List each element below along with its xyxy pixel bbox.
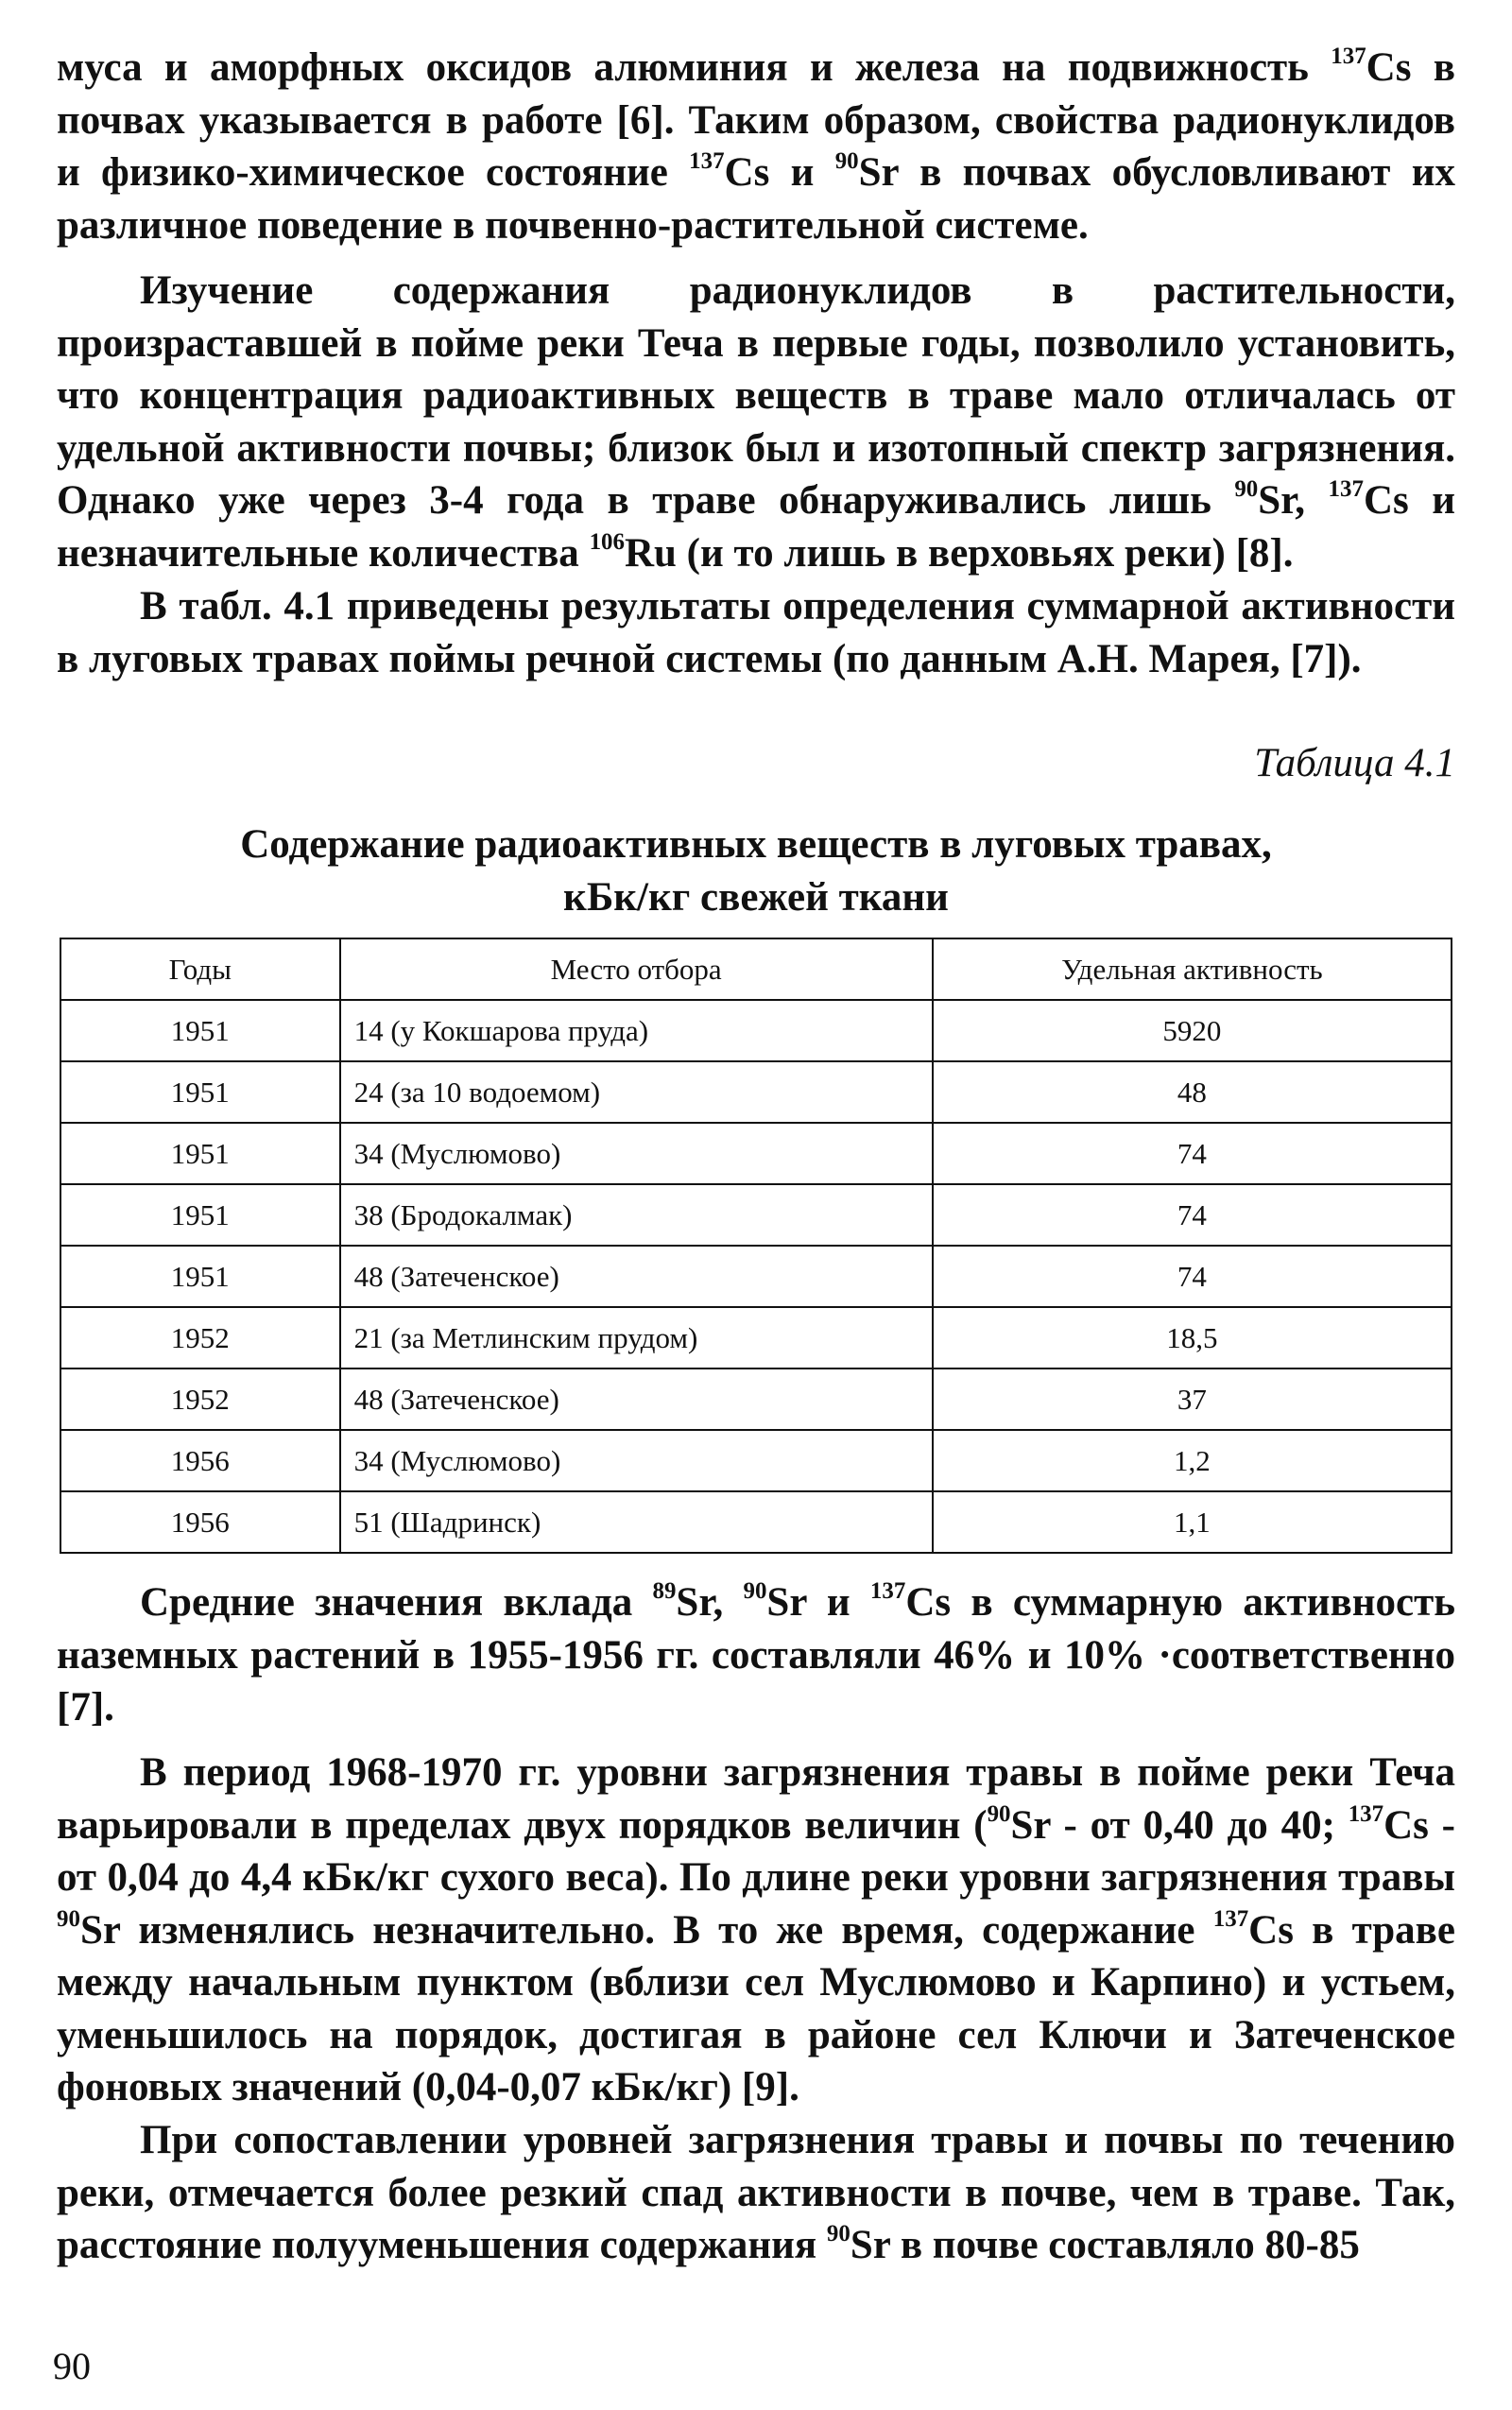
- cell-place: 21 (за Метлинским прудом): [340, 1307, 933, 1369]
- text-run: Sr изменялись незначительно. В то же время, содержание: [79, 1907, 1213, 1953]
- text-run: муса и аморфных оксидов алюминия и железа на подвижность: [57, 45, 1332, 90]
- isotope-superscript: 90: [1234, 476, 1259, 503]
- cell-place: 24 (за 10 водоемом): [340, 1061, 933, 1123]
- header-activity: Удельная активность: [933, 938, 1452, 1000]
- header-place: Место отбора: [340, 938, 933, 1000]
- cell-place: 14 (у Кокшарова пруда): [340, 1000, 933, 1061]
- table-row: [60, 1491, 1452, 1553]
- isotope-superscript: 90: [57, 1905, 80, 1932]
- paragraph-3: [57, 580, 1455, 685]
- cell-activity: 5920: [933, 1000, 1452, 1061]
- text-run: Sr и: [766, 1580, 870, 1625]
- cell-place: 48 (Затеченское): [340, 1246, 933, 1307]
- text-run: Sr в почвах обусловливают их различное поведение в почвенно-растительной системе.: [57, 150, 1455, 248]
- cell-activity: 48: [933, 1061, 1452, 1123]
- text-run: Ru (и то лишь в верховьях реки) [8].: [624, 530, 1294, 576]
- cell-year: 1956: [60, 1491, 340, 1553]
- text-run: Sr,: [1258, 478, 1329, 523]
- text-run: Sr в почве составляло 80-85: [850, 2223, 1360, 2267]
- cell-year: 1951: [60, 1123, 340, 1184]
- table-title-line: Содержание радиоактивных веществ в луговых травах,: [240, 822, 1272, 867]
- cell-place: 48 (Затеченское): [340, 1369, 933, 1430]
- table-title: [57, 818, 1455, 924]
- isotope-superscript: 137: [1331, 43, 1366, 70]
- cell-year: 1951: [60, 1000, 340, 1061]
- cell-activity: 18,5: [933, 1307, 1452, 1369]
- text-run: Cs в почвах указывается в работе [6]. Таким образом, свойства радионуклидов и физико-химическое состояние: [57, 45, 1456, 195]
- isotope-superscript: 137: [1328, 476, 1364, 503]
- cell-activity: 1,1: [933, 1491, 1452, 1553]
- cell-year: 1952: [60, 1307, 340, 1369]
- text-run: Sr,: [676, 1580, 744, 1625]
- cell-year: 1952: [60, 1369, 340, 1430]
- cell-activity: 74: [933, 1123, 1452, 1184]
- table-row: [60, 1184, 1452, 1246]
- header-years: Годы: [60, 938, 340, 1000]
- cell-place: 38 (Бродокалмак): [340, 1184, 933, 1246]
- activity-table: [60, 938, 1452, 1554]
- table-title-line: кБк/кг свежей ткани: [563, 875, 949, 920]
- cell-year: 1951: [60, 1246, 340, 1307]
- text-run: Изучение содержания радионуклидов в растительности, произраставшей в пойме реки Теча в первые годы, позволило установить, что концентрация радиоактивных веществ в траве мало отличалась от удельной активности почвы; близок был и изотопный спектр загрязнения. Однако уже через 3-4 года в траве обнаруживались лишь: [57, 268, 1455, 523]
- text-run: Sr - от 0,40 до 40;: [1010, 1802, 1349, 1848]
- isotope-superscript: 137: [689, 148, 725, 175]
- text-run: Cs в суммарную активность наземных растений в 1955-1956 гг. составляли 46% и 10% ·соответственно [7].: [57, 1580, 1455, 1730]
- text-run: Cs в траве между начальным пунктом (вблизи сел Муслюмово и Карпино) и устьем, уменьшилось на порядок, достигая в районе сел Ключи и Затеченское фоновых значений (0,04-0,07 кБк/кг) [9].: [57, 1907, 1455, 2109]
- isotope-superscript: 106: [589, 528, 625, 555]
- text-run: Cs и незначительные количества: [57, 478, 1455, 576]
- table-row: [60, 1369, 1452, 1430]
- text-run: Cs и: [724, 150, 835, 195]
- cell-year: 1956: [60, 1430, 340, 1491]
- table-row: [60, 1307, 1452, 1369]
- isotope-superscript: 137: [869, 1578, 906, 1605]
- cell-place: 51 (Шадринск): [340, 1491, 933, 1553]
- cell-activity: 37: [933, 1369, 1452, 1430]
- table-row: [60, 1246, 1452, 1307]
- isotope-superscript: 90: [743, 1578, 767, 1605]
- isotope-superscript: 89: [652, 1578, 677, 1605]
- cell-activity: 74: [933, 1184, 1452, 1246]
- paragraph-5: [57, 1747, 1455, 2114]
- table-row: [60, 1061, 1452, 1123]
- isotope-superscript: 137: [1212, 1905, 1249, 1932]
- isotope-superscript: 90: [987, 1800, 1011, 1827]
- cell-year: 1951: [60, 1184, 340, 1246]
- paragraph-2: [57, 265, 1455, 579]
- table-header-row: [60, 938, 1452, 1000]
- paragraph-4: [57, 1576, 1455, 1734]
- cell-year: 1951: [60, 1061, 340, 1123]
- paragraph-6: [57, 2114, 1455, 2272]
- text-run: При сопоставлении уровней загрязнения травы и почвы по течению реки, отмечается более резкий спад активности в почве, чем в траве. Так, расстояние полууменьшения содержания: [57, 2118, 1455, 2267]
- cell-place: 34 (Муслюмово): [340, 1430, 933, 1491]
- table-row: [60, 1430, 1452, 1491]
- isotope-superscript: 90: [834, 148, 859, 175]
- isotope-superscript: 90: [826, 2221, 850, 2247]
- text-run: Средние значения вклада: [140, 1580, 653, 1625]
- isotope-superscript: 137: [1348, 1800, 1384, 1827]
- text-run: Cs - от 0,04 до 4,4 кБк/кг сухого веса). По длине реки уровни загрязнения травы: [57, 1802, 1455, 1900]
- cell-activity: 1,2: [933, 1430, 1452, 1491]
- page-number: 90: [53, 2345, 91, 2387]
- table-row: [60, 1000, 1452, 1061]
- text-run: В период 1968-1970 гг. уровни загрязнения травы в пойме реки Теча варьировали в пределах двух порядков величин (: [57, 1750, 1455, 1848]
- cell-activity: 74: [933, 1246, 1452, 1307]
- table-row: [60, 1123, 1452, 1184]
- paragraph-1: [57, 42, 1455, 251]
- text-run: В табл. 4.1 приведены результаты определения суммарной активности в луговых травах поймы речной системы (по данным А.Н. Марея, [7]).: [57, 584, 1455, 681]
- table-label: Таблица 4.1: [1254, 741, 1455, 785]
- cell-place: 34 (Муслюмово): [340, 1123, 933, 1184]
